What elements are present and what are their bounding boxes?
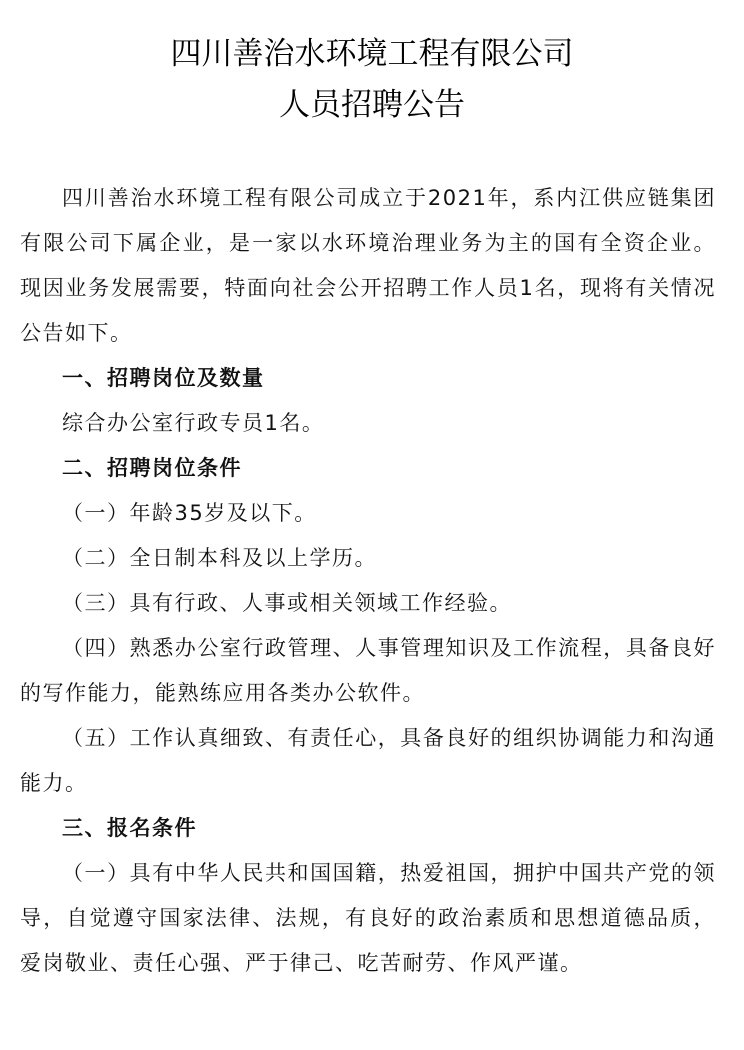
section2-item-2: （二）全日制本科及以上学历。 bbox=[62, 546, 377, 570]
section2-item-3: （三）具有行政、人事或相关领域工作经验。 bbox=[62, 591, 512, 615]
section1-content: 综合办公室行政专员1名。 bbox=[62, 411, 325, 435]
section3-item-1: （一）具有中华人民共和国国籍，热爱祖国，拥护中国共产党的领导，自觉遵守国家法律、法规，有良好的政治素质和思想道德品质，爱岗敬业、责任心强、严于律己、吃苦耐劳、作风严谨。 bbox=[20, 861, 716, 975]
section2-heading: 二、招聘岗位条件 bbox=[62, 456, 242, 480]
section2-item-5: （五）工作认真细致、有责任心，具备良好的组织协调能力和沟通能力。 bbox=[20, 726, 716, 795]
section2-item-4: （四）熟悉办公室行政管理、人事管理知识及工作流程，具备良好的写作能力，能熟练应用各类办公软件。 bbox=[20, 636, 716, 705]
section3-heading: 三、报名条件 bbox=[62, 816, 197, 840]
intro-paragraph: 四川善治水环境工程有限公司成立于2021年，系内江供应链集团有限公司下属企业，是一家以水环境治理业务为主的国有全资企业。现因业务发展需要，特面向社会公开招聘工作人员1名，现将有关情况公告如下。 bbox=[20, 186, 716, 345]
document-title-line2: 人员招聘公告 bbox=[279, 87, 465, 123]
section1-heading: 一、招聘岗位及数量 bbox=[62, 366, 265, 390]
document-title-line1: 四川善治水环境工程有限公司 bbox=[170, 36, 574, 72]
section2-item-1: （一）年龄35岁及以下。 bbox=[62, 501, 317, 525]
document-body bbox=[20, 176, 716, 986]
